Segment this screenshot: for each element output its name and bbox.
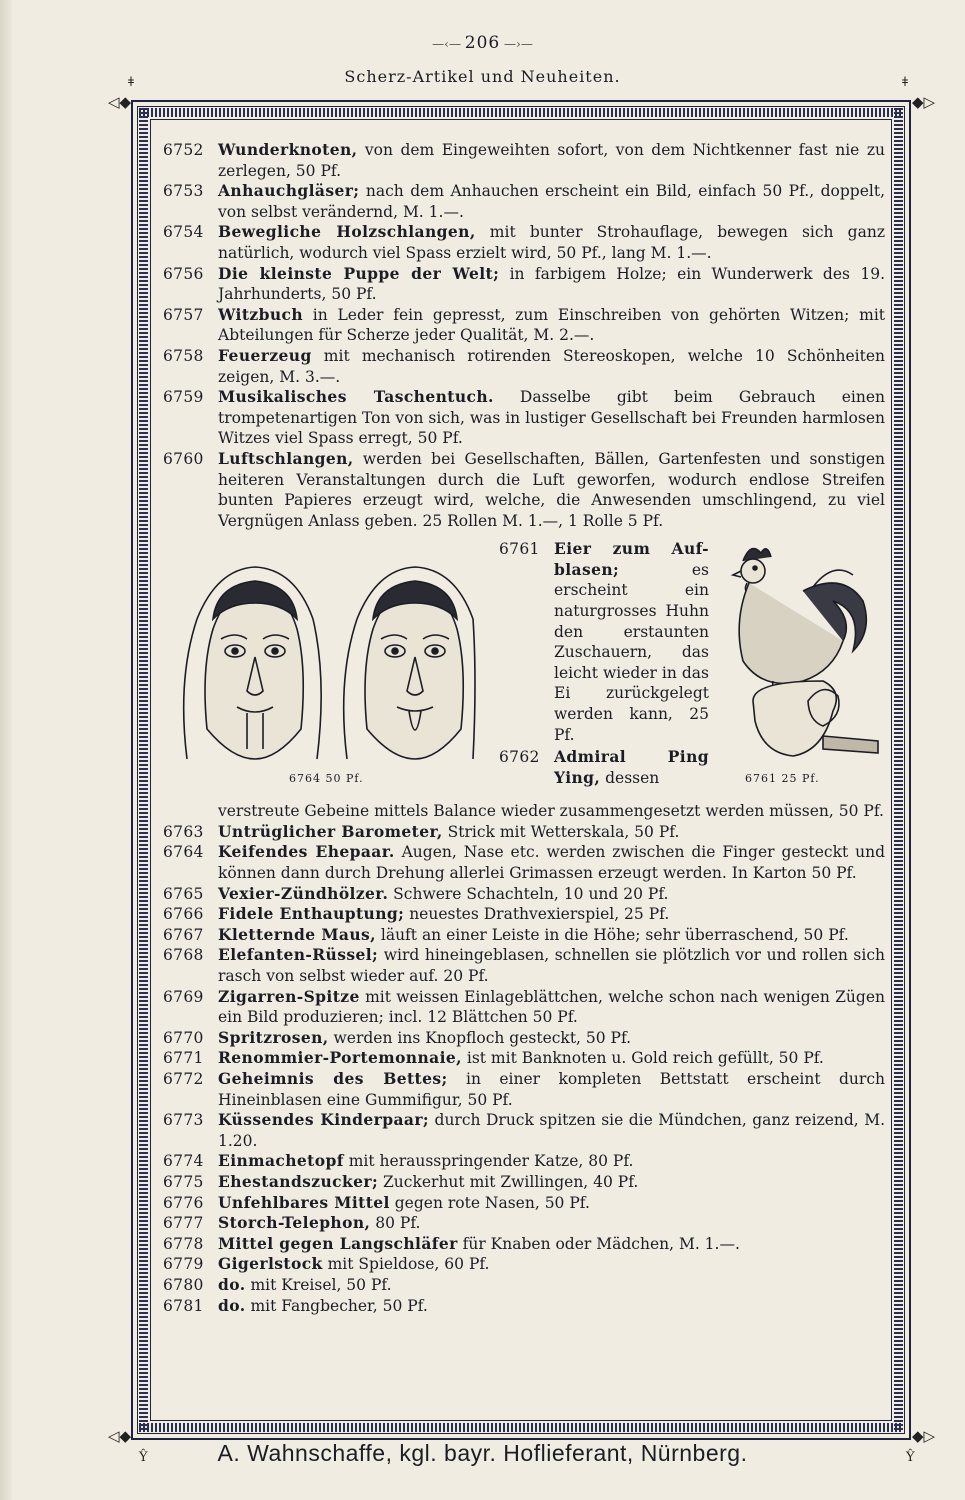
rooster-egg-illustration (713, 531, 883, 766)
entry-name: Keifendes Ehepaar. (218, 842, 395, 862)
entry-text: Dasselbe gibt beim Gebrauch einen trompetenartigen Ton von sich, was in lustiger Gesellschaft bei Freunden harmlosen Witzes viel Spass erregt, 50 Pf. (218, 388, 885, 448)
entry-6762 (499, 747, 709, 788)
page-edge (0, 0, 12, 1500)
entry-name: Storch-Telephon, (218, 1213, 371, 1233)
entry-text: dessen (600, 768, 660, 787)
entry-number: 6777 (163, 1214, 204, 1233)
catalog-entry (163, 1254, 885, 1275)
entry-text: mit mechanisch rotirenden Stereoskopen, welche 10 Schönheiten zeigen, M. 3.—. (218, 346, 885, 386)
catalog-entry (163, 925, 885, 946)
entry-number: 6769 (163, 987, 204, 1006)
entry-name: Wunderknoten, (218, 140, 358, 159)
catalog-entry (163, 1296, 885, 1317)
catalog-entry (163, 1069, 885, 1110)
entry-number: 6760 (163, 449, 204, 468)
catalog-entry (163, 181, 885, 222)
frame-tick: Ŷ (906, 1450, 915, 1465)
entry-name: Bewegliche Holzschlangen, (218, 222, 476, 242)
catalog-content (163, 140, 885, 1316)
entry-number: 6763 (163, 822, 204, 841)
entry-number: 6768 (163, 946, 204, 965)
entry-number: 6779 (163, 1255, 204, 1274)
entry-name: do. (218, 1295, 246, 1315)
catalog-entry (163, 842, 885, 883)
entry-number: 6765 (163, 884, 204, 903)
catalog-entry (163, 1172, 885, 1193)
entry-text: von dem Eingeweihten sofort, von dem Nichtkenner fast nie zu zerlegen, 50 Pf. (218, 141, 885, 180)
entry-text: mit herausspringender Katze, 80 Pf. (343, 1152, 634, 1171)
catalog-entry (163, 1275, 885, 1296)
page-number: —‹— 206 —›— (432, 33, 533, 53)
frame-pattern-right (894, 108, 903, 1432)
catalog-entry (163, 222, 885, 263)
entry-text: durch Druck spitzen sie die Mündchen, ganz reizend, M. 1.20. (218, 1111, 886, 1150)
entry-number: 6758 (163, 346, 204, 365)
catalog-entry (163, 1151, 885, 1172)
entry-number: 6775 (163, 1172, 204, 1191)
entry-name: Die kleinste Puppe der Welt; (218, 263, 500, 283)
entry-number: 6773 (163, 1111, 204, 1130)
entry-text: mit bunter Strohauflage, bewegen sich ganz natürlich, wodurch viel Spass erzielt wird, 50 Pf., lang M. 1.—. (218, 223, 885, 262)
entry-number: 6774 (163, 1152, 204, 1171)
entry-text: werden ins Knopfloch gesteckt, 50 Pf. (328, 1028, 632, 1047)
entry-name: Unfehlbares Mittel (218, 1192, 390, 1212)
entry-name: Musikalisches Taschentuch. (218, 387, 494, 407)
entry-name: Feuerzeug (218, 345, 312, 365)
entry-text: werden bei Gesellschaften, Bällen, Gartenfesten und sonstigen heiteren Veranstaltungen durch die Luft geworfen, wodurch endlose Streifen bunten Papieres erzeugt wird, welche, die Anwesenden umschlingend, zu viel Vergnügen Anlass geben. 25 Rollen M. 1.—, 1 Rolle 5 Pf. (218, 449, 885, 530)
entry-name: Gigerlstock (218, 1254, 323, 1274)
entry-name: Admiral Ping Ying, (554, 747, 709, 787)
caption-right: 6761 25 Pf. (745, 772, 820, 786)
frame-tick: Ŷ (139, 1450, 148, 1465)
entry-text: für Knaben oder Mädchen, M. 1.—. (457, 1234, 740, 1253)
entry-name: Elefanten-Rüssel; (218, 945, 379, 965)
entry-text: mit Fangbecher, 50 Pf. (245, 1296, 428, 1315)
frame-pattern-bottom (139, 1423, 903, 1432)
entry-number: 6762 (499, 748, 540, 767)
caption-left: 6764 50 Pf. (289, 772, 364, 786)
catalog-entry (163, 1234, 885, 1255)
entry-text: mit weissen Einlageblättchen, welche schon nach wenigen Zügen ein Bild produzieren; incl. 12 Blättchen 50 Pf. (218, 987, 885, 1027)
entry-number: 6776 (163, 1193, 204, 1212)
catalog-entry (163, 1213, 885, 1234)
entry-text: in einer kompleten Bettstatt erscheint durch Hineinblasen eine Gummifigur, 50 Pf. (218, 1070, 885, 1109)
entry-list-bottom (163, 822, 885, 1316)
entry-number: 6780 (163, 1275, 204, 1294)
entry-number: 6752 (163, 141, 204, 159)
entry-text: in Leder fein gepresst, zum Einschreiben von gehörten Witzen; mit Abteilungen für Scherze jeder Qualität, M. 2.—. (218, 305, 885, 345)
entry-name: do. (218, 1274, 246, 1294)
illustration-block (163, 531, 885, 801)
entry-6762-continuation: verstreute Gebeine mittels Balance wieder zusammengesetzt werden müssen, 50 Pf. (218, 802, 884, 821)
entry-number: 6778 (163, 1234, 204, 1253)
entry-text: mit Spieldose, 60 Pf. (322, 1255, 490, 1274)
frame-pattern-left (139, 108, 148, 1432)
entry-number: 6781 (163, 1296, 204, 1315)
entry-number: 6771 (163, 1049, 204, 1068)
catalog-entry (163, 387, 885, 449)
entry-name: Anhauchgläser; (218, 181, 360, 201)
catalog-entry (163, 904, 885, 925)
catalog-entry (163, 822, 885, 843)
entry-text: gegen rote Nasen, 50 Pf. (389, 1193, 590, 1212)
entry-number: 6759 (163, 388, 204, 407)
entry-number: 6767 (163, 925, 204, 944)
catalog-entry (163, 449, 885, 531)
entry-text: nach dem Anhauchen erscheint ein Bild, einfach 50 Pf., doppelt, von selbst verändernd, M. 1.—. (218, 182, 885, 221)
entry-number: 6754 (163, 223, 204, 242)
entry-number: 6757 (163, 305, 204, 324)
catalog-entry (163, 264, 885, 305)
entry-name: Eier zum Auf-blasen; (554, 539, 709, 579)
catalog-entry (163, 1028, 885, 1049)
catalog-entry (163, 305, 885, 346)
entry-text: mit Kreisel, 50 Pf. (245, 1275, 392, 1294)
grimace-faces-illustration (177, 559, 477, 769)
catalog-entry (163, 346, 885, 387)
entry-text: ist mit Banknoten u. Gold reich gefüllt, 50 Pf. (461, 1049, 824, 1068)
entry-text: Strick mit Wetterskala, 50 Pf. (442, 822, 680, 841)
entry-name: Kletternde Maus, (218, 924, 376, 944)
frame-arrow-left-top: ◁◆ (108, 93, 132, 111)
catalog-entry (163, 884, 885, 905)
catalog-entry (163, 945, 885, 986)
entry-number: 6753 (163, 182, 204, 201)
running-title: Scherz-Artikel und Neuheiten. (344, 67, 621, 86)
entry-text: neuestes Drathvexierspiel, 25 Pf. (404, 905, 670, 924)
frame-tick: ǂ (902, 75, 908, 90)
catalog-entry (163, 1193, 885, 1214)
entry-name: Vexier-Zündhölzer. (218, 883, 389, 903)
entry-name: Spritzrosen, (218, 1027, 329, 1047)
entry-name: Küssendes Kinderpaar; (218, 1110, 430, 1130)
entry-name: Zigarren-Spitze (218, 986, 360, 1006)
entry-text: Schwere Schachteln, 10 und 20 Pf. (388, 884, 669, 903)
entry-number: 6756 (163, 264, 204, 283)
entry-number: 6766 (163, 905, 204, 924)
entry-number: 6761 (499, 540, 540, 559)
entry-text: wird hineingeblasen, schnellen sie plötzlich vor und rollen sich rasch von selbst wieder auf. 20 Pf. (218, 946, 885, 986)
entry-name: Fidele Enthauptung; (218, 904, 405, 924)
entry-6761-6762 (499, 539, 709, 788)
frame-arrow-left-bottom: ◁◆ (108, 1427, 132, 1445)
entry-text: Augen, Nase etc. werden zwischen die Finger gesteckt und können dann durch Drehung allerlei Grimassen erzeugt werden. In Karton 50 Pf. (218, 843, 885, 883)
entry-text: läuft an einer Leiste in die Höhe; sehr überraschend, 50 Pf. (375, 925, 849, 944)
entry-name: Einmachetopf (218, 1151, 344, 1171)
entry-name: Geheimnis des Bettes; (218, 1069, 448, 1088)
catalog-entry (163, 1110, 885, 1151)
entry-text: Zuckerhut mit Zwillingen, 40 Pf. (378, 1172, 639, 1191)
entry-text: es erscheint ein naturgrosses Huhn den erstaunten Zuschauern, das leicht wieder in das Ei zurückgelegt werden kann, 25 Pf. (554, 560, 709, 744)
catalog-entry (163, 987, 885, 1028)
entry-number: 6770 (163, 1028, 204, 1047)
entry-name: Luftschlangen, (218, 448, 354, 468)
frame-pattern-top (139, 108, 903, 117)
catalog-entry (163, 1048, 885, 1069)
entry-number: 6764 (163, 843, 204, 862)
publisher-footer: A. Wahnschaffe, kgl. bayr. Hoflieferant, Nürnberg. (217, 1440, 748, 1466)
entry-text: 80 Pf. (370, 1214, 421, 1233)
frame-arrow-right-bottom: ◆▷ (912, 1427, 936, 1445)
entry-text: in farbigem Holze; ein Wunderwerk des 19. Jahrhunderts, 50 Pf. (218, 264, 885, 304)
entry-name: Ehestandszucker; (218, 1171, 379, 1191)
catalog-entry (163, 140, 885, 181)
entry-name: Untrüglicher Barometer, (218, 821, 443, 841)
entry-name: Witzbuch (218, 304, 303, 324)
frame-arrow-right-top: ◆▷ (912, 93, 936, 111)
entry-number: 6772 (163, 1070, 204, 1088)
entry-list-top (163, 140, 885, 531)
frame-tick: ǂ (128, 75, 134, 90)
entry-name: Mittel gegen Langschläfer (218, 1233, 458, 1253)
entry-6761 (499, 539, 709, 745)
entry-name: Renommier-Portemonnaie, (218, 1048, 462, 1068)
